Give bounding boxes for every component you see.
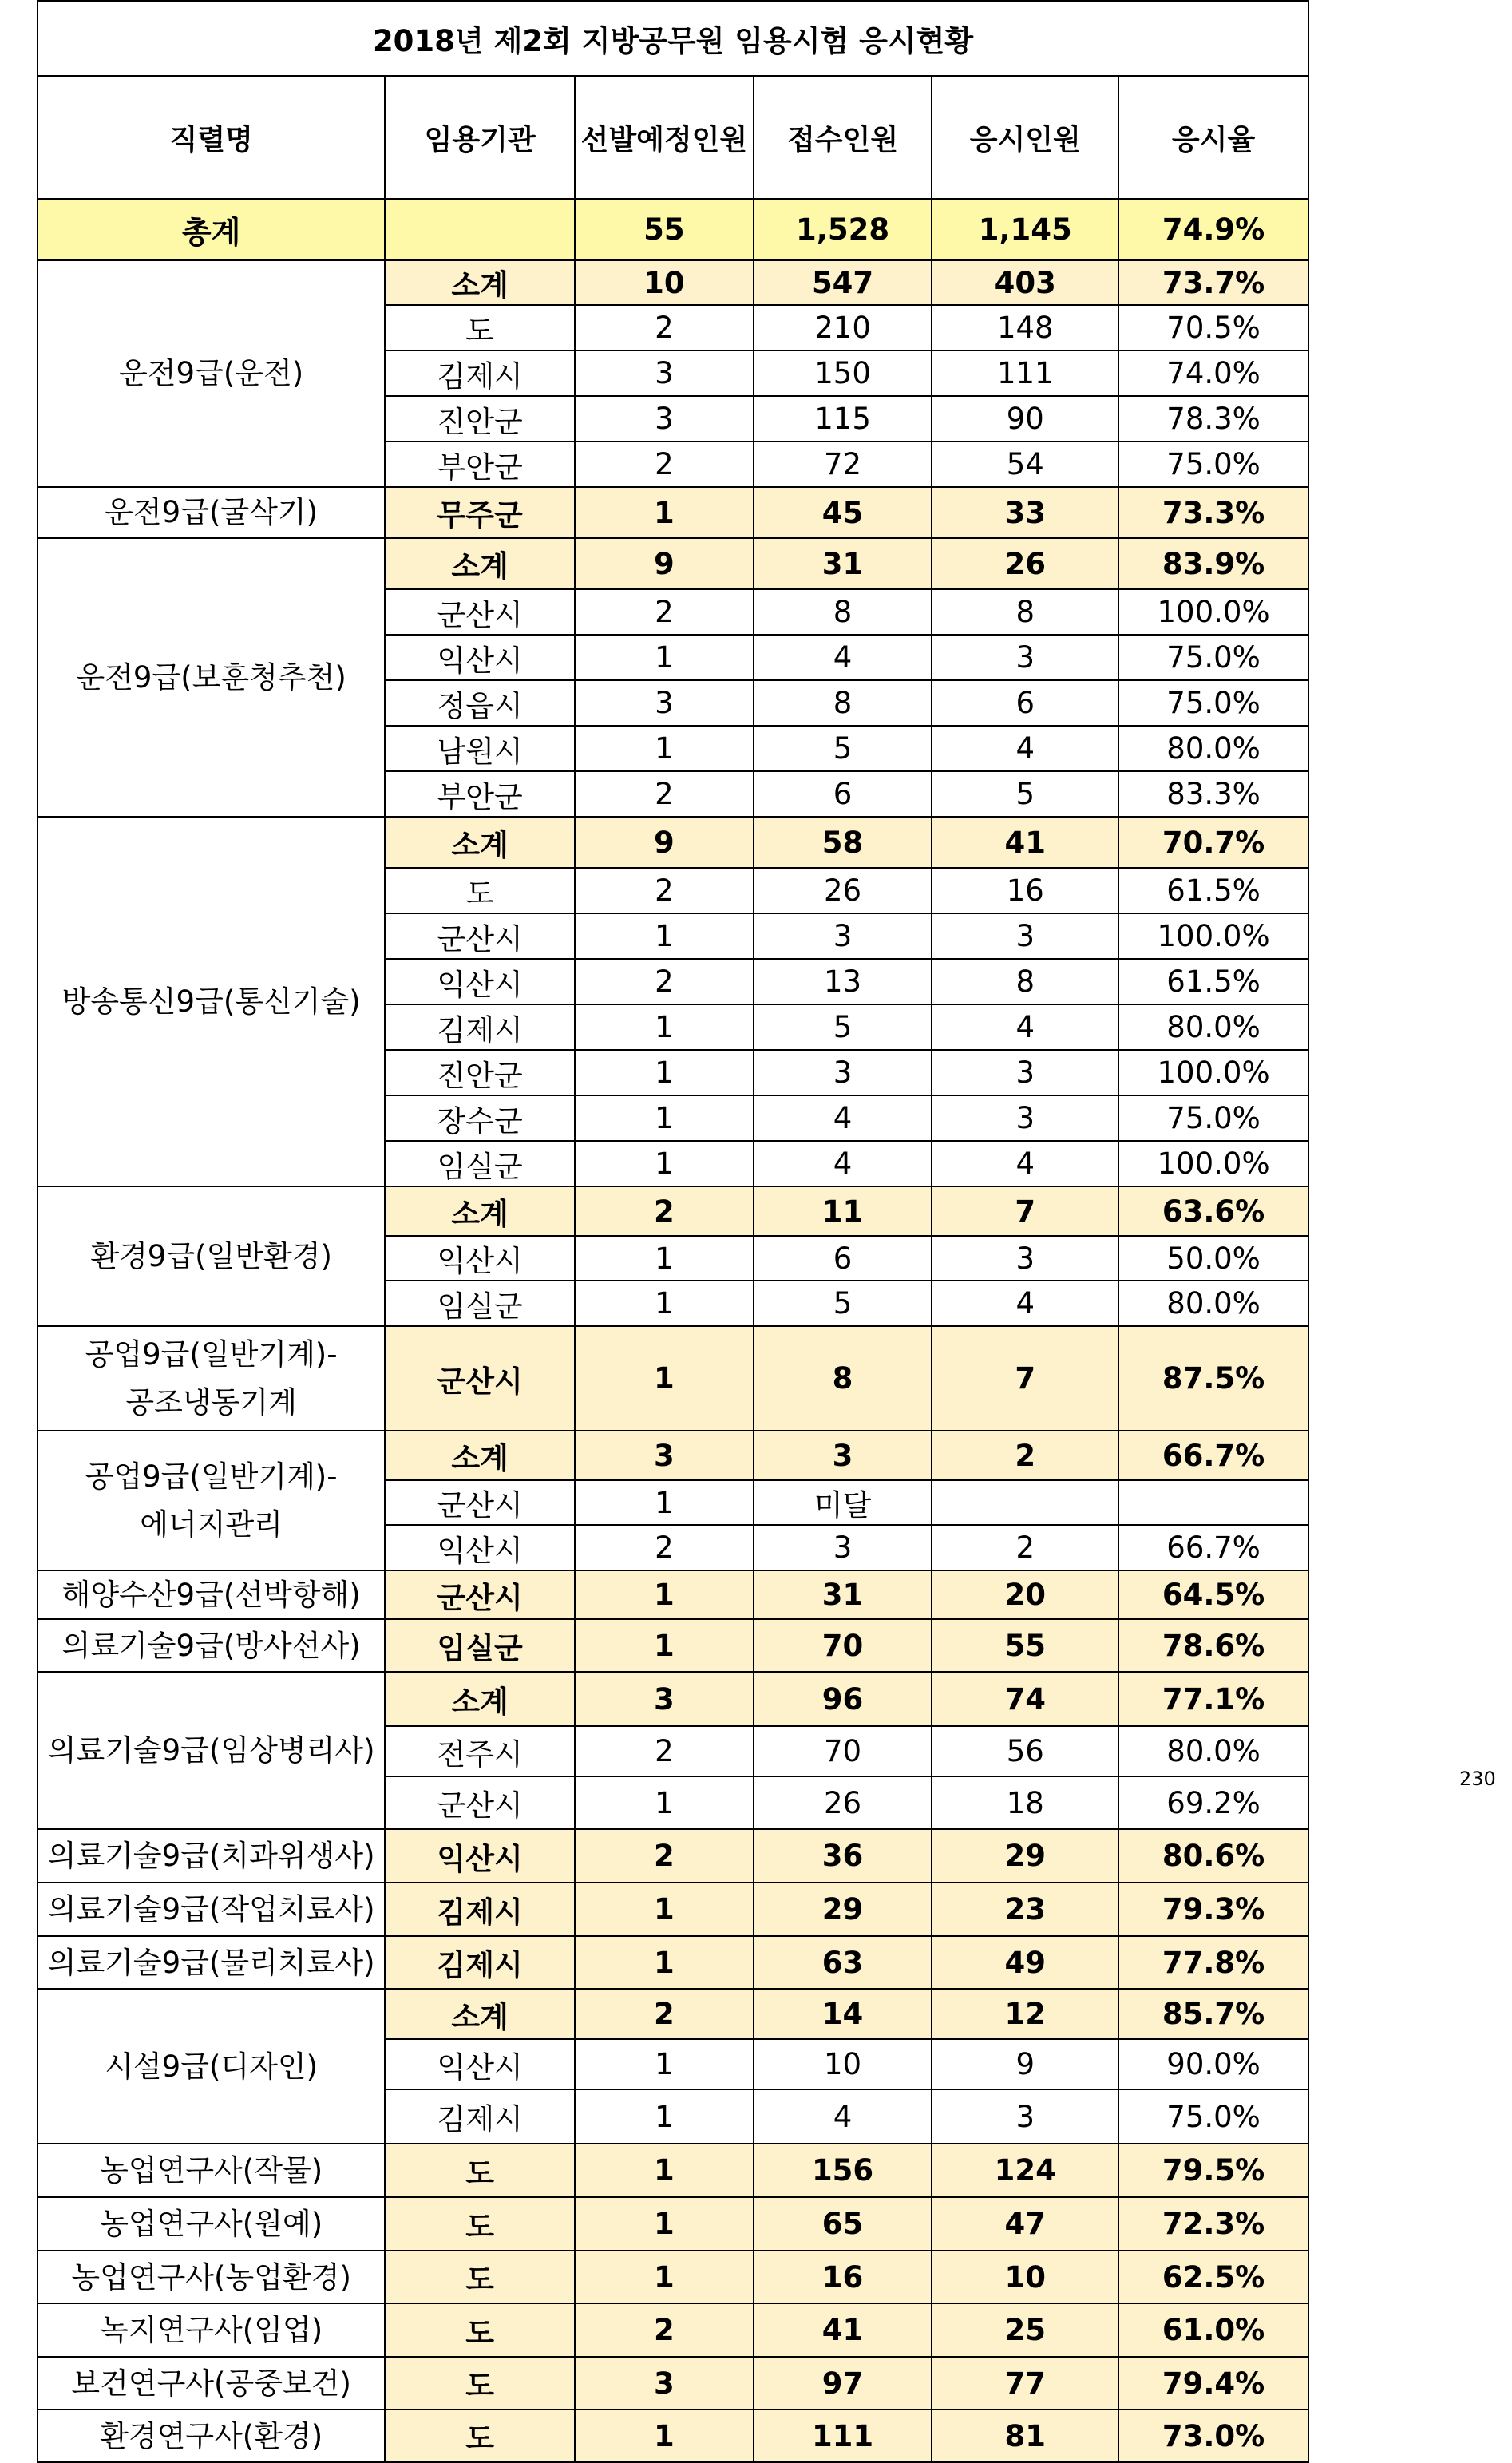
applied-cell: 41: [754, 2303, 932, 2357]
applied-cell: 8: [754, 589, 932, 635]
total-applied: 1,528: [754, 199, 932, 260]
planned-cell: 2: [575, 868, 754, 913]
agency-cell: 소계: [385, 538, 575, 589]
took-cell: 7: [932, 1326, 1118, 1431]
rate-cell: 77.1%: [1118, 1672, 1308, 1726]
applied-cell: 115: [754, 396, 932, 442]
took-cell: 8: [932, 589, 1118, 635]
planned-cell: 1: [575, 1480, 754, 1525]
total-label: 총계: [38, 199, 385, 260]
rate-cell: 61.5%: [1118, 959, 1308, 1004]
took-cell: 7: [932, 1186, 1118, 1236]
rate-cell: 62.5%: [1118, 2251, 1308, 2303]
planned-cell: 2: [575, 1829, 754, 1883]
rate-cell: 80.0%: [1118, 726, 1308, 771]
table-row: [38, 2251, 1308, 2303]
rate-cell: 61.0%: [1118, 2303, 1308, 2357]
planned-cell: 1: [575, 1619, 754, 1672]
agency-cell: 익산시: [385, 959, 575, 1004]
planned-cell: 1: [575, 1570, 754, 1619]
planned-cell: 1: [575, 1236, 754, 1281]
table-row: [38, 1883, 1308, 1936]
took-cell: 23: [932, 1883, 1118, 1936]
job-series-name: 방송통신9급(통신기술): [38, 817, 385, 1186]
rate-cell: 79.5%: [1118, 2144, 1308, 2197]
agency-cell: 도: [385, 2144, 575, 2197]
planned-cell: 2: [575, 1989, 754, 2039]
applied-cell: 3: [754, 1050, 932, 1095]
agency-cell: 익산시: [385, 2039, 575, 2089]
agency-cell: 군산시: [385, 1570, 575, 1619]
table-row: [38, 1186, 1308, 1236]
planned-cell: 3: [575, 2357, 754, 2410]
planned-cell: 2: [575, 771, 754, 817]
planned-cell: 1: [575, 1095, 754, 1141]
took-cell: [932, 1480, 1118, 1525]
agency-cell: 전주시: [385, 1726, 575, 1776]
job-series-name: 의료기술9급(작업치료사): [38, 1883, 385, 1936]
applied-cell: 58: [754, 817, 932, 868]
applied-cell: 31: [754, 1570, 932, 1619]
took-cell: 25: [932, 2303, 1118, 2357]
rate-cell: 100.0%: [1118, 1141, 1308, 1186]
agency-cell: 군산시: [385, 1480, 575, 1525]
took-cell: 12: [932, 1989, 1118, 2039]
rate-cell: 66.7%: [1118, 1431, 1308, 1480]
rate-cell: 70.5%: [1118, 305, 1308, 350]
table-row: [38, 1619, 1308, 1672]
planned-cell: 9: [575, 817, 754, 868]
agency-cell: 도: [385, 2251, 575, 2303]
agency-cell: 군산시: [385, 1776, 575, 1829]
took-cell: 90: [932, 396, 1118, 442]
job-series-name: 의료기술9급(물리치료사): [38, 1936, 385, 1989]
rate-cell: 74.0%: [1118, 350, 1308, 396]
agency-cell: 임실군: [385, 1141, 575, 1186]
table-row: [38, 487, 1308, 538]
planned-cell: 1: [575, 1776, 754, 1829]
planned-cell: 1: [575, 2251, 754, 2303]
rate-cell: 75.0%: [1118, 1095, 1308, 1141]
took-cell: 56: [932, 1726, 1118, 1776]
applied-cell: 5: [754, 1004, 932, 1050]
rate-cell: 80.0%: [1118, 1726, 1308, 1776]
applied-cell: 3: [754, 1525, 932, 1570]
header-cell: 임용기관: [385, 76, 575, 199]
took-cell: 3: [932, 635, 1118, 680]
took-cell: 2: [932, 1525, 1118, 1570]
took-cell: 8: [932, 959, 1118, 1004]
page-title: 2018년 제2회 지방공무원 임용시험 응시현황: [38, 1, 1308, 76]
rate-cell: 100.0%: [1118, 913, 1308, 959]
took-cell: 6: [932, 680, 1118, 726]
applied-cell: 4: [754, 1095, 932, 1141]
applied-cell: 547: [754, 260, 932, 305]
took-cell: 20: [932, 1570, 1118, 1619]
agency-cell: 김제시: [385, 1883, 575, 1936]
took-cell: 148: [932, 305, 1118, 350]
applied-cell: 3: [754, 913, 932, 959]
job-series-name: 해양수산9급(선박항해): [38, 1570, 385, 1619]
table-row: [38, 538, 1308, 589]
agency-cell: 도: [385, 2357, 575, 2410]
total-planned: 55: [575, 199, 754, 260]
took-cell: 3: [932, 1095, 1118, 1141]
planned-cell: 2: [575, 305, 754, 350]
agency-cell: 무주군: [385, 487, 575, 538]
rate-cell: [1118, 1480, 1308, 1525]
applied-cell: 29: [754, 1883, 932, 1936]
planned-cell: 1: [575, 2039, 754, 2089]
rate-cell: 80.0%: [1118, 1004, 1308, 1050]
applied-cell: 4: [754, 1141, 932, 1186]
planned-cell: 1: [575, 1936, 754, 1989]
total-took: 1,145: [932, 199, 1118, 260]
rate-cell: 87.5%: [1118, 1326, 1308, 1431]
agency-cell: 소계: [385, 260, 575, 305]
rate-cell: 69.2%: [1118, 1776, 1308, 1829]
job-series-name: 환경연구사(환경): [38, 2410, 385, 2462]
agency-cell: 김제시: [385, 2089, 575, 2144]
agency-cell: 임실군: [385, 1619, 575, 1672]
rate-cell: 75.0%: [1118, 442, 1308, 487]
applied-cell: 8: [754, 680, 932, 726]
rate-cell: 100.0%: [1118, 589, 1308, 635]
planned-cell: 2: [575, 1525, 754, 1570]
agency-cell: 익산시: [385, 635, 575, 680]
rate-cell: 100.0%: [1118, 1050, 1308, 1095]
applied-cell: 3: [754, 1431, 932, 1480]
planned-cell: 2: [575, 589, 754, 635]
rate-cell: 79.4%: [1118, 2357, 1308, 2410]
job-series-name: 시설9급(디자인): [38, 1989, 385, 2144]
applied-cell: 65: [754, 2197, 932, 2251]
job-series-name: 의료기술9급(치과위생사): [38, 1829, 385, 1883]
planned-cell: 2: [575, 442, 754, 487]
rate-cell: 72.3%: [1118, 2197, 1308, 2251]
agency-cell: 소계: [385, 1672, 575, 1726]
agency-cell: 익산시: [385, 1236, 575, 1281]
applied-cell: 4: [754, 635, 932, 680]
took-cell: 26: [932, 538, 1118, 589]
table-row: [38, 2144, 1308, 2197]
planned-cell: 1: [575, 2089, 754, 2144]
rate-cell: 70.7%: [1118, 817, 1308, 868]
applied-cell: 26: [754, 1776, 932, 1829]
job-series-name: 공업9급(일반기계)- 공조냉동기계: [38, 1326, 385, 1431]
took-cell: 47: [932, 2197, 1118, 2251]
planned-cell: 1: [575, 1281, 754, 1326]
agency-cell: 김제시: [385, 1936, 575, 1989]
applied-cell: 10: [754, 2039, 932, 2089]
table-row: [38, 2303, 1308, 2357]
table-row: [38, 260, 1308, 305]
agency-cell: 도: [385, 868, 575, 913]
took-cell: 54: [932, 442, 1118, 487]
total-rate: 74.9%: [1118, 199, 1308, 260]
planned-cell: 1: [575, 635, 754, 680]
agency-cell: 도: [385, 2197, 575, 2251]
agency-cell: 부안군: [385, 771, 575, 817]
table-row: [38, 817, 1308, 868]
rate-cell: 83.3%: [1118, 771, 1308, 817]
agency-cell: 남원시: [385, 726, 575, 771]
table-row: [38, 1989, 1308, 2039]
agency-cell: 군산시: [385, 589, 575, 635]
planned-cell: 2: [575, 1186, 754, 1236]
rate-cell: 50.0%: [1118, 1236, 1308, 1281]
planned-cell: 3: [575, 396, 754, 442]
rate-cell: 73.7%: [1118, 260, 1308, 305]
agency-cell: 익산시: [385, 1829, 575, 1883]
applied-cell: 6: [754, 771, 932, 817]
applied-cell: 11: [754, 1186, 932, 1236]
agency-cell: 도: [385, 2303, 575, 2357]
header-cell: 직렬명: [38, 76, 385, 199]
applied-cell: 미달: [754, 1480, 932, 1525]
agency-cell: 소계: [385, 1989, 575, 2039]
took-cell: 3: [932, 913, 1118, 959]
applied-cell: 13: [754, 959, 932, 1004]
took-cell: 74: [932, 1672, 1118, 1726]
took-cell: 77: [932, 2357, 1118, 2410]
planned-cell: 3: [575, 680, 754, 726]
applied-cell: 45: [754, 487, 932, 538]
exam-status-table: [37, 0, 1309, 2463]
applied-cell: 63: [754, 1936, 932, 1989]
job-series-name: 보건연구사(공중보건): [38, 2357, 385, 2410]
planned-cell: 1: [575, 726, 754, 771]
rate-cell: 80.6%: [1118, 1829, 1308, 1883]
planned-cell: 1: [575, 2197, 754, 2251]
took-cell: 403: [932, 260, 1118, 305]
planned-cell: 3: [575, 1672, 754, 1726]
agency-cell: 진안군: [385, 1050, 575, 1095]
rate-cell: 66.7%: [1118, 1525, 1308, 1570]
rate-cell: 78.6%: [1118, 1619, 1308, 1672]
rate-cell: 75.0%: [1118, 635, 1308, 680]
agency-cell: 익산시: [385, 1525, 575, 1570]
planned-cell: 3: [575, 350, 754, 396]
applied-cell: 4: [754, 2089, 932, 2144]
applied-cell: 210: [754, 305, 932, 350]
agency-cell: 군산시: [385, 1326, 575, 1431]
agency-cell: 도: [385, 305, 575, 350]
agency-cell: 부안군: [385, 442, 575, 487]
planned-cell: 2: [575, 959, 754, 1004]
took-cell: 4: [932, 1281, 1118, 1326]
job-series-name: 의료기술9급(방사선사): [38, 1619, 385, 1672]
planned-cell: 1: [575, 1141, 754, 1186]
rate-cell: 64.5%: [1118, 1570, 1308, 1619]
table-row: [38, 1326, 1308, 1431]
agency-cell: 소계: [385, 1431, 575, 1480]
rate-cell: 77.8%: [1118, 1936, 1308, 1989]
applied-cell: 156: [754, 2144, 932, 2197]
job-series-name: 운전9급(보훈청추천): [38, 538, 385, 817]
applied-cell: 31: [754, 538, 932, 589]
rate-cell: 73.3%: [1118, 487, 1308, 538]
agency-cell: 도: [385, 2410, 575, 2462]
header-cell: 선발예정인원: [575, 76, 754, 199]
rate-cell: 75.0%: [1118, 2089, 1308, 2144]
took-cell: 55: [932, 1619, 1118, 1672]
took-cell: 49: [932, 1936, 1118, 1989]
planned-cell: 2: [575, 1726, 754, 1776]
rate-cell: 73.0%: [1118, 2410, 1308, 2462]
planned-cell: 2: [575, 2303, 754, 2357]
job-series-name: 농업연구사(농업환경): [38, 2251, 385, 2303]
took-cell: 124: [932, 2144, 1118, 2197]
header-cell: 응시율: [1118, 76, 1308, 199]
planned-cell: 1: [575, 1883, 754, 1936]
agency-cell: 임실군: [385, 1281, 575, 1326]
planned-cell: 1: [575, 2410, 754, 2462]
applied-cell: 72: [754, 442, 932, 487]
took-cell: 18: [932, 1776, 1118, 1829]
planned-cell: 1: [575, 1326, 754, 1431]
agency-cell: 장수군: [385, 1095, 575, 1141]
took-cell: 3: [932, 1050, 1118, 1095]
table-row: [38, 2357, 1308, 2410]
total-row: [38, 199, 1308, 260]
took-cell: 33: [932, 487, 1118, 538]
planned-cell: 1: [575, 2144, 754, 2197]
job-series-name: 운전9급(운전): [38, 260, 385, 487]
took-cell: 3: [932, 2089, 1118, 2144]
took-cell: 3: [932, 1236, 1118, 1281]
table-row: [38, 1672, 1308, 1726]
applied-cell: 70: [754, 1619, 932, 1672]
applied-cell: 14: [754, 1989, 932, 2039]
rate-cell: 61.5%: [1118, 868, 1308, 913]
job-series-name: 녹지연구사(임업): [38, 2303, 385, 2357]
agency-cell: 군산시: [385, 913, 575, 959]
applied-cell: 111: [754, 2410, 932, 2462]
page-number: 230: [1459, 1768, 1496, 1790]
job-series-name: 운전9급(굴삭기): [38, 487, 385, 538]
applied-cell: 97: [754, 2357, 932, 2410]
table-row: [38, 1431, 1308, 1480]
table-row: [38, 1829, 1308, 1883]
took-cell: 2: [932, 1431, 1118, 1480]
took-cell: 29: [932, 1829, 1118, 1883]
applied-cell: 16: [754, 2251, 932, 2303]
table-row: [38, 1570, 1308, 1619]
applied-cell: 8: [754, 1326, 932, 1431]
total-agency: [385, 199, 575, 260]
applied-cell: 5: [754, 726, 932, 771]
table-row: [38, 2197, 1308, 2251]
job-series-name: 농업연구사(작물): [38, 2144, 385, 2197]
planned-cell: 1: [575, 1004, 754, 1050]
took-cell: 4: [932, 1004, 1118, 1050]
job-series-name: 의료기술9급(임상병리사): [38, 1672, 385, 1829]
rate-cell: 90.0%: [1118, 2039, 1308, 2089]
applied-cell: 150: [754, 350, 932, 396]
rate-cell: 75.0%: [1118, 680, 1308, 726]
job-series-name: 환경9급(일반환경): [38, 1186, 385, 1326]
applied-cell: 36: [754, 1829, 932, 1883]
took-cell: 4: [932, 1141, 1118, 1186]
rate-cell: 78.3%: [1118, 396, 1308, 442]
agency-cell: 진안군: [385, 396, 575, 442]
header-row: [38, 76, 1308, 199]
job-series-name: 농업연구사(원예): [38, 2197, 385, 2251]
header-cell: 응시인원: [932, 76, 1118, 199]
planned-cell: 1: [575, 913, 754, 959]
header-cell: 접수인원: [754, 76, 932, 199]
agency-cell: 소계: [385, 817, 575, 868]
agency-cell: 김제시: [385, 350, 575, 396]
applied-cell: 6: [754, 1236, 932, 1281]
planned-cell: 9: [575, 538, 754, 589]
table-row: [38, 1936, 1308, 1989]
applied-cell: 70: [754, 1726, 932, 1776]
took-cell: 16: [932, 868, 1118, 913]
rate-cell: 80.0%: [1118, 1281, 1308, 1326]
took-cell: 111: [932, 350, 1118, 396]
rate-cell: 85.7%: [1118, 1989, 1308, 2039]
agency-cell: 소계: [385, 1186, 575, 1236]
took-cell: 9: [932, 2039, 1118, 2089]
rate-cell: 63.6%: [1118, 1186, 1308, 1236]
took-cell: 5: [932, 771, 1118, 817]
planned-cell: 3: [575, 1431, 754, 1480]
planned-cell: 10: [575, 260, 754, 305]
job-series-name: 공업9급(일반기계)- 에너지관리: [38, 1431, 385, 1570]
planned-cell: 1: [575, 1050, 754, 1095]
agency-cell: 김제시: [385, 1004, 575, 1050]
took-cell: 10: [932, 2251, 1118, 2303]
planned-cell: 1: [575, 487, 754, 538]
applied-cell: 96: [754, 1672, 932, 1726]
rate-cell: 83.9%: [1118, 538, 1308, 589]
rate-cell: 79.3%: [1118, 1883, 1308, 1936]
applied-cell: 5: [754, 1281, 932, 1326]
took-cell: 81: [932, 2410, 1118, 2462]
agency-cell: 정읍시: [385, 680, 575, 726]
took-cell: 4: [932, 726, 1118, 771]
table-row: [38, 2410, 1308, 2462]
applied-cell: 26: [754, 868, 932, 913]
took-cell: 41: [932, 817, 1118, 868]
